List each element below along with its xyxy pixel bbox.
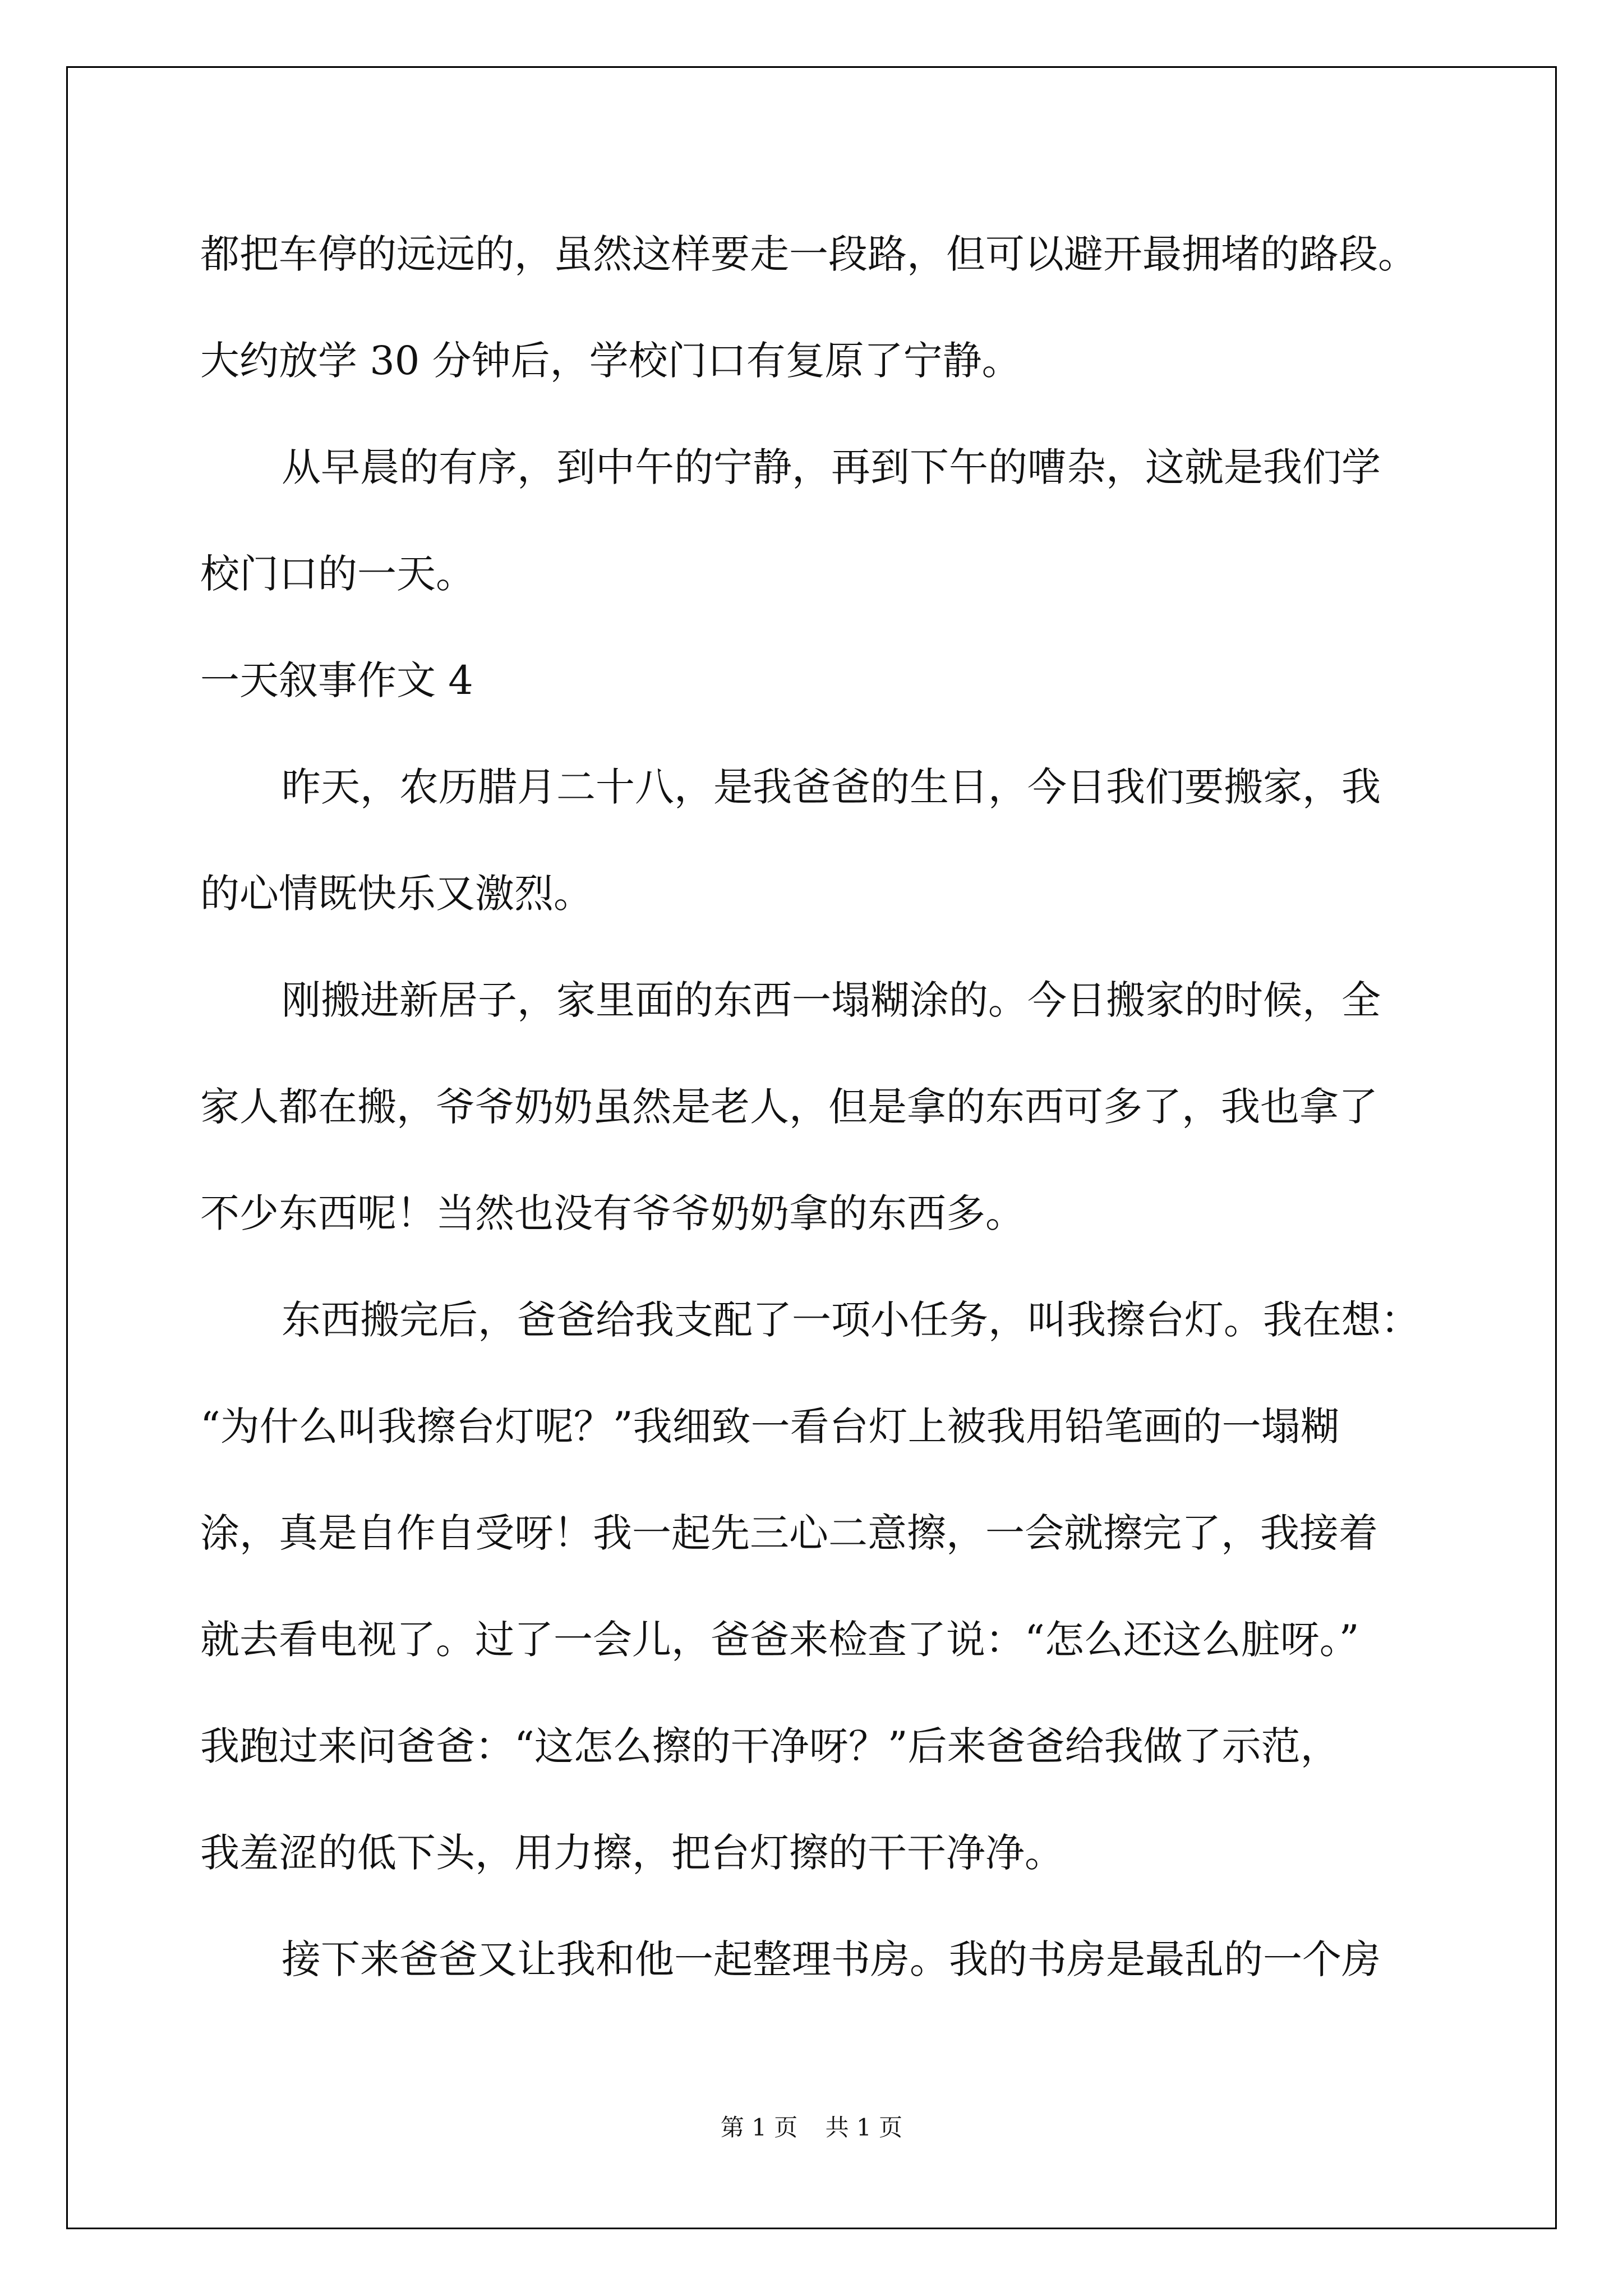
paragraph-start-line: 昨天，农历腊月二十八，是我爸爸的生日，今日我们要搬家，我 [282, 764, 1381, 810]
paragraph-start-line: 东西搬完后，爸爸给我支配了一项小任务，叫我擦台灯。我在想： [282, 1297, 1420, 1343]
text-line: 大约放学 30 分钟后，学校门口有复原了宁静。 [200, 338, 1021, 384]
text-line: 校门口的一天。 [200, 551, 475, 597]
paragraph-start-line: 接下来爸爸又让我和他一起整理书房。我的书房是最乱的一个房 [282, 1936, 1381, 1982]
page-number-total: 共 1 页 [825, 2114, 903, 2141]
text-line: 的心情既快乐又激烈。 [200, 871, 593, 917]
page-number-current: 第 1 页 [720, 2114, 798, 2141]
text-line: 我跑过来问爸爸：“这怎么擦的干净呀？”后来爸爸给我做了示范， [200, 1723, 1340, 1769]
text-line: 涂，真是自作自受呀！我一起先三心二意擦，一会就擦完了，我接着 [200, 1510, 1378, 1556]
text-line: 不少东西呢！当然也没有爷爷奶奶拿的东西多。 [200, 1190, 1025, 1236]
paragraph-start-line: 刚搬进新居子，家里面的东西一塌糊涂的。今日搬家的时候，全 [282, 977, 1381, 1023]
text-line: 家人都在搬，爷爷奶奶虽然是老人，但是拿的东西可多了，我也拿了 [200, 1084, 1378, 1130]
document-body [200, 201, 1434, 2013]
paragraph-start-line: 从早晨的有序，到中午的宁静，再到下午的嘈杂，这就是我们学 [282, 444, 1381, 490]
page-footer [0, 2109, 1623, 2143]
text-line: 都把车停的远远的，虽然这样要走一段路，但可以避开最拥堵的路段。 [200, 231, 1417, 277]
text-line: “为什么叫我擦台灯呢？”我细致一看台灯上被我用铅笔画的一塌糊 [200, 1404, 1340, 1450]
section-heading: 一天叙事作文 4 [200, 657, 473, 703]
text-line: 我羞涩的低下头，用力擦，把台灯擦的干干净净。 [200, 1830, 1064, 1876]
text-line: 就去看电视了。过了一会儿，爸爸来检查了说：“怎么还这么脏呀。” [200, 1617, 1359, 1663]
